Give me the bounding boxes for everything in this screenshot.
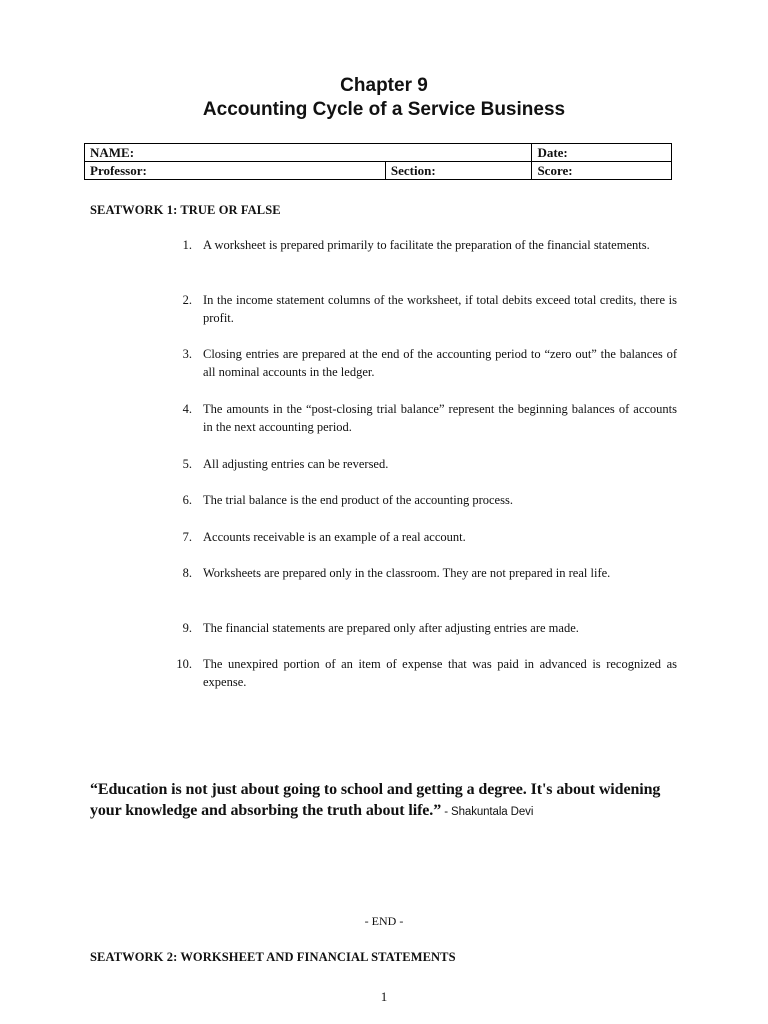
item-number: 6. — [182, 493, 192, 507]
chapter-number: Chapter 9 — [340, 75, 428, 96]
professor-field[interactable]: Professor: — [85, 162, 386, 180]
item-text: Closing entries are prepared at the end of the accounting period to “zero out” the balances of all nominal accounts in the ledger. — [203, 347, 677, 379]
item-number: 1. — [182, 238, 192, 252]
section-field[interactable]: Section: — [385, 162, 532, 180]
item-number: 3. — [182, 347, 192, 361]
item-number: 10. — [176, 657, 192, 671]
item-text: Accounts receivable is an example of a real account. — [203, 530, 466, 544]
student-info-table — [84, 143, 672, 180]
quote-author: - Shakuntala Devi — [441, 806, 534, 818]
info-row-professor — [85, 162, 672, 180]
item-text: All adjusting entries can be reversed. — [203, 457, 389, 471]
item-number: 9. — [182, 621, 192, 635]
quote-text: “Education is not just about going to school and getting a degree. It's about widening your knowledge and absorbing the truth about life.” — [90, 781, 661, 819]
education-quote — [90, 779, 690, 823]
item-number: 5. — [182, 457, 192, 471]
item-text: A worksheet is prepared primarily to facilitate the preparation of the financial statements. — [203, 238, 650, 252]
item-text: The financial statements are prepared only after adjusting entries are made. — [203, 621, 579, 635]
item-number: 4. — [182, 402, 192, 416]
seatwork2-heading: SEATWORK 2: WORKSHEET AND FINANCIAL STATEMENTS — [90, 950, 456, 964]
info-row-name — [85, 144, 672, 162]
page-title: Accounting Cycle of a Service Business — [202, 99, 566, 120]
end-marker: - END - — [364, 914, 404, 928]
seatwork1-heading: SEATWORK 1: TRUE OR FALSE — [90, 203, 281, 217]
name-field[interactable]: NAME: — [85, 144, 532, 162]
date-field[interactable]: Date: — [532, 144, 672, 162]
item-text: Worksheets are prepared only in the classroom. They are not prepared in real life. — [203, 566, 611, 580]
item-number: 2. — [182, 293, 192, 307]
item-text: The trial balance is the end product of the accounting process. — [203, 493, 513, 507]
item-text: The amounts in the “post-closing trial balance” represent the beginning balances of accounts in the next accounting period. — [203, 402, 677, 434]
item-text: The unexpired portion of an item of expense that was paid in advanced is recognized as expense. — [203, 657, 677, 689]
score-field[interactable]: Score: — [532, 162, 672, 180]
item-number: 8. — [182, 566, 192, 580]
item-number: 7. — [182, 530, 192, 544]
item-text: In the income statement columns of the worksheet, if total debits exceed total credits, there is profit. — [203, 293, 677, 325]
page-number: 1 — [380, 989, 388, 1004]
